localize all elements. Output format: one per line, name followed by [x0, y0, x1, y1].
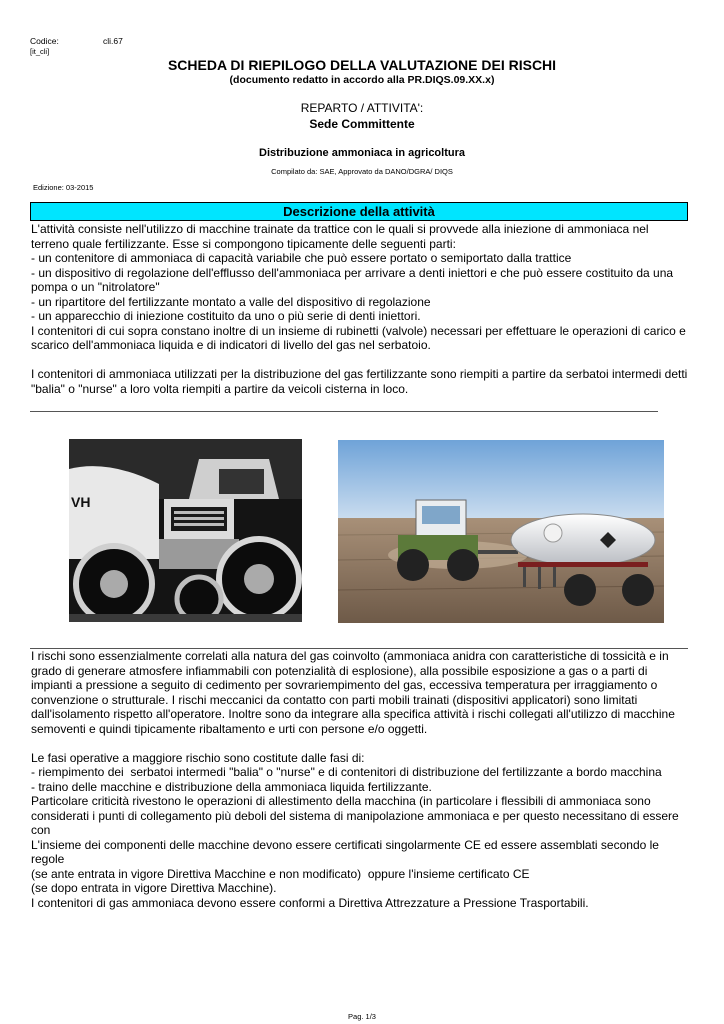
- svg-text:VH: VH: [71, 494, 91, 510]
- edition-label: Edizione: 03-2015: [33, 183, 94, 192]
- codice-value: cli.67: [103, 36, 123, 46]
- code-tag: [it_cli]: [30, 47, 50, 56]
- risks-text: I rischi sono essenzialmente correlati alla natura del gas coinvolto (ammoniaca anidra con caratteristiche di tossicità e in grado di generare atmosfere infiammabili con potenzialità di esplosione), alla possibile esposizione a gas o a parti di impianti a pressione a seguito di cedimento per sovrariempimento del gas, eccessiva temperatura per irraggiamento o convenzione o strutturale. I rischi meccanici da contatto con parti mobili trainati (dispositivi applicatori) sono limitati dall'isolamento rispetto all'operatore. Inoltre sono da integrare alla specifica attività i rischi collegati all'utilizzo di macchine semoventi e quindi tipicamente ribaltamento e urti con persone e/o oggetti. Le fasi operative a maggiore rischio sono costitute dalle fasi di: - riempimento dei serbatoi intermedi "balia" o "nurse" e di contenitori di distribuzione del fertilizzante a bordo macchina - traino delle macchine e distribuzione della ammoniaca liquida fertilizzante. Particolare criticità rivestono le operazioni di allestimento della macchina (in particolare i flessibili di ammoniaca sono considerati i punti di collegamento più deboli del sistema di manipolazione ammoniaca e per questo necessitano di essere con L'insieme dei componenti delle macchine devono essere certificati singolarmente CE ed essere assemblati secondo le regole (se ante entrata in vigore Direttiva Macchine e non modificato) oppure l'insieme certificato CE (se dopo entrata in vigore Direttiva Macchine). I contenitori di gas ammoniaca devono essere conformi a Direttiva Attrezzature a Pressione Trasportabili.: [31, 649, 679, 910]
- compiled-by: Compilato da: SAE, Approvato da DANO/DGRA/ DIQS: [271, 167, 453, 176]
- page-subtitle: (documento redatto in accordo alla PR.DIQS.09.XX.x): [229, 74, 495, 86]
- section-header-description: Descrizione della attività: [30, 202, 688, 221]
- tractor-photo: [69, 439, 302, 622]
- activity-title: Distribuzione ammoniaca in agricoltura: [259, 147, 465, 159]
- codice-label: Codice:: [30, 36, 59, 46]
- reparto-label: REPARTO / ATTIVITA':: [300, 101, 424, 115]
- divider: [30, 411, 658, 412]
- description-text: L'attività consiste nell'utilizzo di macchine trainate da trattice con le quali si provvede alla iniezione di ammoniaca nel terreno quale fertilizzante. Esse si compongono tipicamente delle seguenti parti: - un contenitore di ammoniaca di capacità variabile che può essere portato o semiportato dalla trattice - un dispositivo di regolazione dell'efflusso dell'ammoniaca per arrivare a denti iniettori e che può essere costituito da una pompa o un "nitrolatore" - un ripartitore del fertilizzante montato a valle del dispositivo di regolazione - un apparecchio di iniezione costituito da uno o più serie di denti iniettori. I contenitori di cui sopra constano inoltre di un insieme di rubinetti (valvole) necessari per effettuare le operazioni di carico e scarico dell'ammoniaca liquida e di indicatori di livello del gas nel serbatoio. I contenitori di ammoniaca utilizzati per la distribuzione del gas fertilizzante sono riempiti a partire da serbatoi intermedi detti "balia" o "nurse" a loro volta riempiti a partire da veicoli cisterna in loco.: [31, 222, 688, 396]
- page-title: SCHEDA DI RIEPILOGO DELLA VALUTAZIONE DEI RISCHI: [167, 57, 557, 73]
- ammonia-tank-photo: [338, 440, 664, 623]
- reparto-value: Sede Committente: [309, 117, 415, 131]
- page-number: Pag. 1/3: [348, 1012, 376, 1021]
